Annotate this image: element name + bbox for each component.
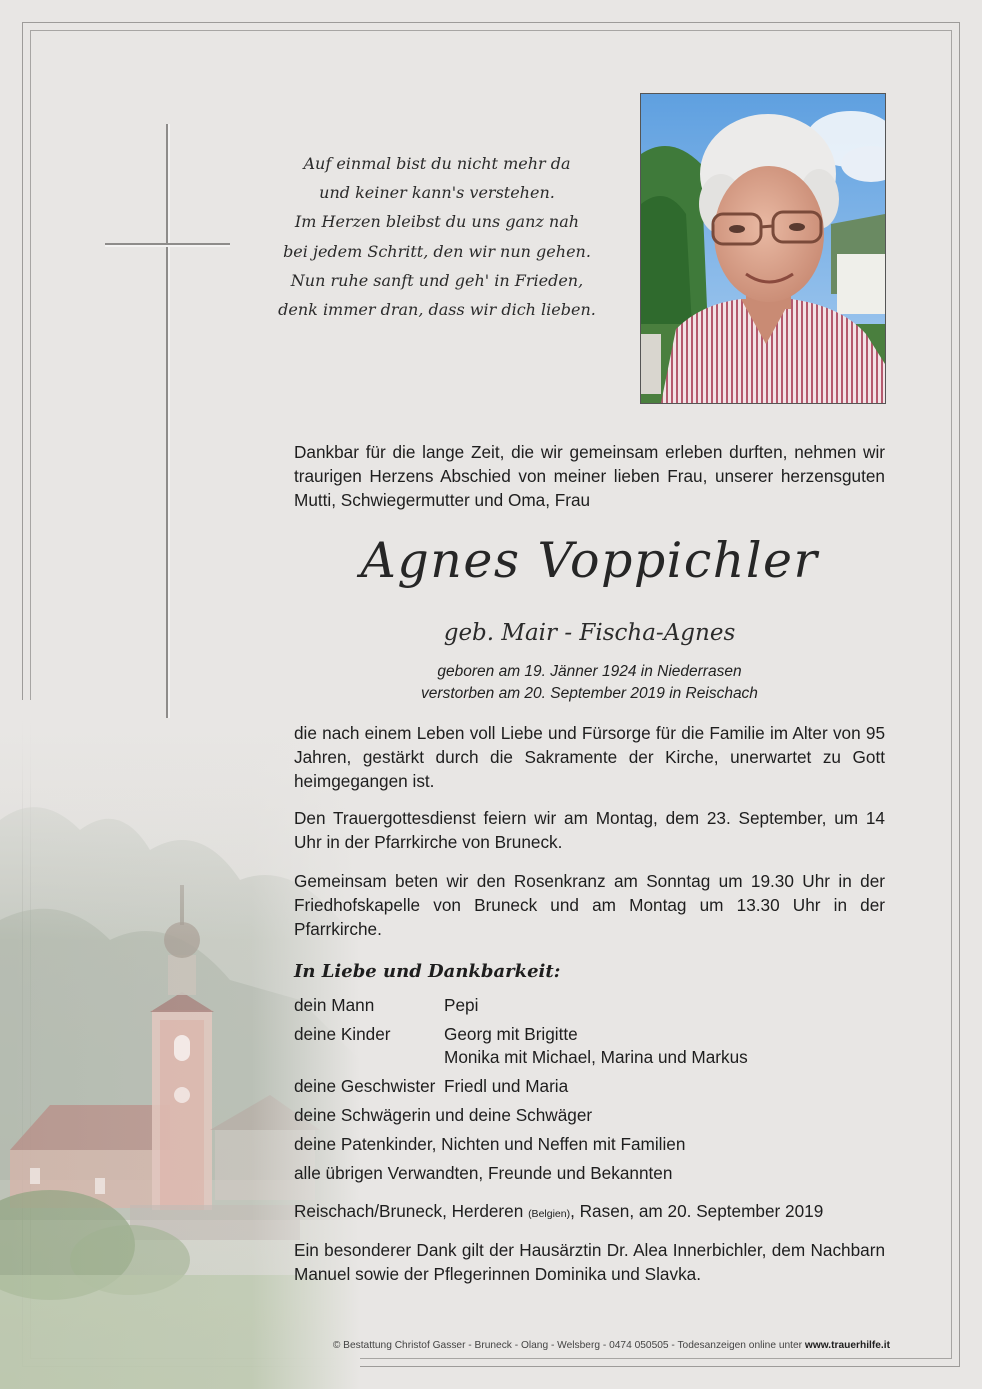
relation-label: dein Mann (294, 995, 375, 1015)
special-thanks: Ein besonderer Dank gilt der Hausärztin Dr. Alea Innerbichler, dem Nachbarn Manuel sowie der Pflegerinnen Dominika und Slavka. (294, 1240, 885, 1284)
place-date-line (294, 1199, 823, 1226)
cross-horizontal-bar (105, 243, 230, 245)
mourners-heading: In Liebe und Dankbarkeit: (294, 961, 561, 982)
death-date: verstorben am 20. September 2019 in Reischach (421, 685, 758, 702)
intro-text: Dankbar für die lange Zeit, die wir gemeinsam erleben durften, nehmen wir traurigen Herzens Abschied von meiner lieben Frau, unserer herzensguten Mutti, Schwiegermutter und Oma, Frau (294, 442, 885, 510)
poem-line: denk immer dran, dass wir dich lieben. (278, 300, 596, 320)
relation-label: deine Geschwister (294, 1076, 436, 1096)
life-dates (294, 661, 885, 705)
paragraph-passing: die nach einem Leben voll Liebe und Fürsorge für die Familie im Alter von 95 Jahren, gestärkt durch die Sakramente der Kirche, unerwartet zu Gott heimgegangen ist. (294, 723, 885, 791)
relation-line: deine Patenkinder, Nichten und Neffen mit Familien (294, 1134, 686, 1154)
footer-url[interactable]: www.trauerhilfe.it (804, 1340, 890, 1351)
portrait-photo (640, 93, 886, 404)
relation-line: deine Schwägerin und deine Schwäger (294, 1105, 593, 1125)
cross-vertical-bar (166, 124, 168, 718)
relation-names: Georg mit Brigitte (444, 1024, 578, 1044)
relation-line: alle übrigen Verwandten, Freunde und Bekannten (294, 1163, 673, 1183)
poem-line: Im Herzen bleibst du uns ganz nah (294, 212, 580, 232)
relation-label: deine Kinder (294, 1024, 391, 1044)
poem (262, 149, 612, 324)
footer (0, 1340, 890, 1351)
birth-date: geboren am 19. Jänner 1924 in Niederrasen (437, 663, 742, 680)
paragraph-funeral: Den Trauergottesdienst feiern wir am Montag, dem 23. September, um 14 Uhr in der Pfarrkirche von Bruneck. (294, 808, 885, 852)
relation-names: Friedl und Maria (444, 1076, 569, 1096)
poem-line: bei jedem Schritt, den wir nun gehen. (283, 241, 591, 261)
relation-names: Pepi (444, 995, 479, 1015)
maiden-name: geb. Mair - Fischa-Agnes (443, 620, 736, 646)
deceased-name: Agnes Voppichler (360, 532, 819, 589)
footer-text: © Bestattung Christof Gasser - Bruneck - Olang - Welsberg - 0474 050505 - Todesanzeigen online unter (332, 1340, 805, 1351)
poem-line: und keiner kann's verstehen. (319, 183, 555, 203)
place-part-2: , Rasen, am 20. September 2019 (570, 1201, 824, 1221)
place-part-1: Reischach/Bruneck, Herderen (294, 1201, 524, 1221)
poem-line: Auf einmal bist du nicht mehr da (303, 154, 571, 173)
poem-line: Nun ruhe sanft und geh' in Frieden, (290, 270, 584, 290)
place-country: (Belgien) (528, 1208, 571, 1220)
paragraph-rosary: Gemeinsam beten wir den Rosenkranz am Sonntag um 19.30 Uhr in der Friedhofskapelle von Bruneck und am Montag um 13.30 Uhr in der Pfarrkirche. (294, 871, 885, 939)
relation-names: Monika mit Michael, Marina und Markus (444, 1047, 748, 1067)
